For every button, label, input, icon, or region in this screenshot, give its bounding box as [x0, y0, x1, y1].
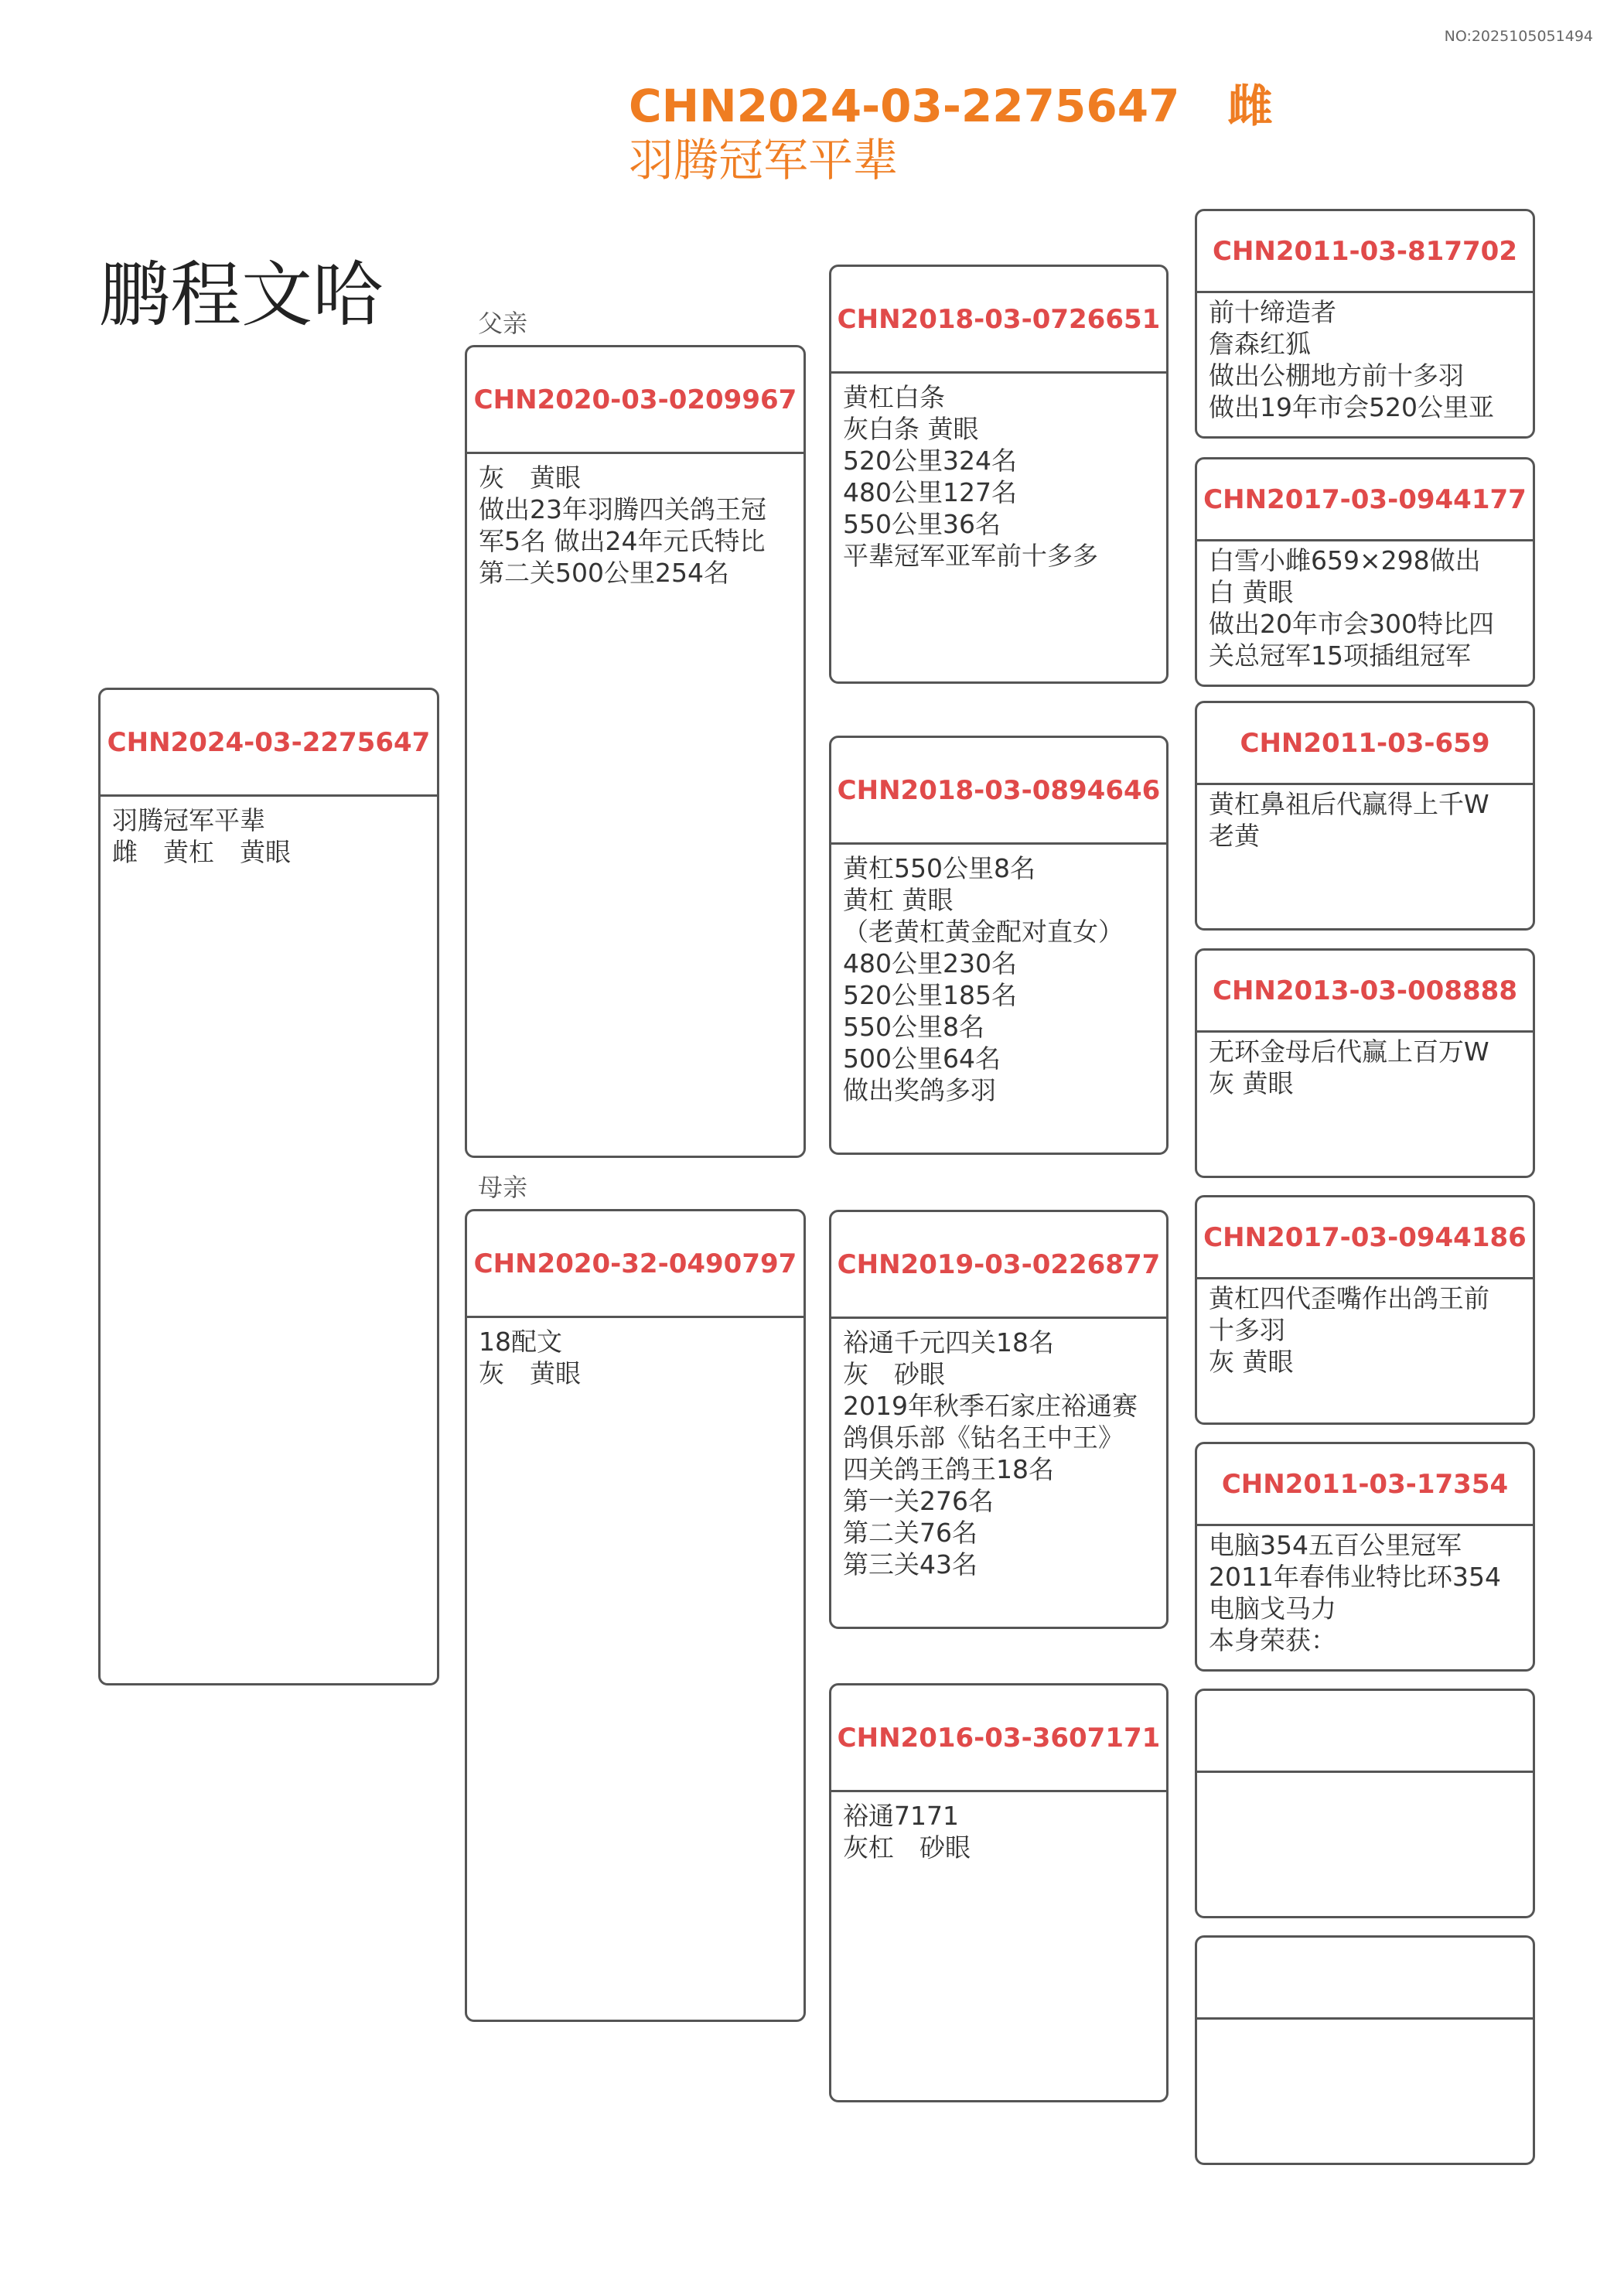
sire-details — [467, 454, 803, 596]
detail-line: 黄杠四代歪嘴作出鸽王前 — [1209, 1283, 1489, 1313]
great-grandparent-card-2 — [1195, 457, 1535, 687]
detail-line: 电脑戈马力 — [1209, 1593, 1336, 1624]
grandparent-details — [831, 845, 1166, 1114]
grandparent-ring: CHN2018-03-0894646 — [831, 738, 1166, 845]
great-grandparent-ring: CHN2013-03-008888 — [1197, 951, 1533, 1033]
detail-line: 第三关43名 — [843, 1549, 977, 1580]
detail-line: 裕通7171 — [843, 1801, 959, 1831]
detail-line: 白雪小雌659×298做出 — [1209, 545, 1481, 575]
detail-line: 第二关500公里254名 — [479, 558, 729, 588]
great-grandparent-details — [1197, 785, 1533, 859]
grandparent-ring: CHN2018-03-0726651 — [831, 267, 1166, 374]
detail-line: 做出20年市会300特比四 — [1209, 609, 1494, 639]
detail-line: 黄杠白条 — [843, 382, 945, 412]
detail-line: 550公里8名 — [843, 1012, 984, 1042]
father-label: 父亲 — [478, 309, 528, 338]
grandsire-maternal-card — [829, 1210, 1169, 1629]
detail-line: 500公里64名 — [843, 1043, 1001, 1074]
great-grandparent-details — [1197, 1279, 1533, 1385]
grandparent-ring: CHN2016-03-3607171 — [831, 1685, 1166, 1792]
title-name: 羽腾冠军平辈 — [629, 134, 899, 186]
great-grandparent-ring: CHN2011-03-17354 — [1197, 1444, 1533, 1526]
great-grandparent-details — [1197, 2020, 1533, 2035]
great-grandparent-ring: CHN2017-03-0944177 — [1197, 459, 1533, 541]
great-grandparent-details — [1197, 1033, 1533, 1107]
great-grandparent-card-8 — [1195, 1935, 1535, 2165]
subject-details — [101, 797, 437, 876]
detail-line: 四关鸽王鸽王18名 — [843, 1454, 1054, 1484]
detail-line: 灰 黄眼 — [1209, 1068, 1294, 1098]
great-grandparent-details — [1197, 293, 1533, 431]
detail-line: 2019年秋季石家庄裕通赛 — [843, 1391, 1138, 1421]
detail-line: 裕通千元四关18名 — [843, 1327, 1054, 1358]
detail-line: 雌 黄杠 黄眼 — [112, 837, 291, 867]
great-grandparent-ring: CHN2017-03-0944186 — [1197, 1197, 1533, 1279]
detail-line: 2011年春伟业特比环354 — [1209, 1562, 1501, 1592]
subject-card — [98, 688, 439, 1685]
detail-line: （老黄杠黄金配对直女） — [843, 917, 1124, 947]
dam-ring: CHN2020-32-0490797 — [467, 1211, 803, 1318]
detail-line: 灰 黄眼 — [479, 1358, 581, 1388]
great-grandparent-card-6 — [1195, 1442, 1535, 1672]
detail-line: 做出公棚地方前十多羽 — [1209, 360, 1464, 391]
detail-line: 480公里230名 — [843, 948, 1017, 978]
subject-ring: CHN2024-03-2275647 — [101, 690, 437, 797]
detail-line: 520公里324名 — [843, 446, 1017, 476]
grandparent-details — [831, 1792, 1166, 1871]
mother-label: 母亲 — [478, 1173, 528, 1202]
detail-line: 做出19年市会520公里亚 — [1209, 392, 1494, 422]
detail-line: 无环金母后代赢上百万W — [1209, 1037, 1489, 1067]
sire-ring: CHN2020-03-0209967 — [467, 347, 803, 454]
dam-details — [467, 1318, 803, 1397]
detail-line: 关总冠军15项插组冠军 — [1209, 640, 1471, 671]
detail-line: 军5名 做出24年元氏特比 — [479, 526, 766, 556]
grandparent-ring: CHN2019-03-0226877 — [831, 1212, 1166, 1319]
detail-line: 做出奖鸽多羽 — [843, 1075, 996, 1105]
detail-line: 本身荣获： — [1209, 1625, 1336, 1655]
grandsire-paternal-card — [829, 265, 1169, 684]
detail-line: 480公里127名 — [843, 477, 1017, 507]
dam-card — [465, 1209, 806, 2022]
detail-line: 550公里36名 — [843, 509, 1001, 539]
great-grandparent-card-5 — [1195, 1195, 1535, 1425]
great-grandparent-ring: CHN2011-03-659 — [1197, 703, 1533, 785]
detail-line: 第一关276名 — [843, 1486, 994, 1516]
great-grandparent-details — [1197, 1773, 1533, 1788]
detail-line: 平辈冠军亚军前十多多 — [843, 541, 1098, 571]
detail-line: 鸽俱乐部《钻名王中王》 — [843, 1422, 1124, 1453]
great-grandparent-ring — [1197, 1691, 1533, 1773]
great-grandparent-ring — [1197, 1938, 1533, 2020]
great-grandparent-card-3 — [1195, 701, 1535, 931]
title-sex: 雌 — [1227, 80, 1273, 132]
detail-line: 羽腾冠军平辈 — [112, 805, 265, 835]
great-grandparent-ring: CHN2011-03-817702 — [1197, 211, 1533, 293]
detail-line: 黄杠550公里8名 — [843, 853, 1035, 883]
granddam-maternal-card — [829, 1683, 1169, 2102]
great-grandparent-card-4 — [1195, 948, 1535, 1178]
great-grandparent-details — [1197, 541, 1533, 679]
granddam-paternal-card — [829, 736, 1169, 1155]
detail-line: 前十缔造者 — [1209, 297, 1336, 327]
great-grandparent-card-7 — [1195, 1689, 1535, 1918]
detail-line: 灰 黄眼 — [479, 463, 581, 493]
detail-line: 老黄 — [1209, 821, 1260, 851]
serial-number: NO:2025105051494 — [1444, 28, 1593, 45]
detail-line: 詹森红狐 — [1209, 329, 1311, 359]
detail-line: 白 黄眼 — [1209, 577, 1294, 607]
title-ring: CHN2024-03-2275647 — [629, 80, 1180, 132]
detail-line: 520公里185名 — [843, 980, 1017, 1010]
great-grandparent-card-1 — [1195, 209, 1535, 439]
detail-line: 黄杠 黄眼 — [843, 885, 954, 915]
great-grandparent-details — [1197, 1526, 1533, 1664]
loft-name: 鹏程文哈 — [99, 254, 384, 336]
detail-line: 十多羽 — [1209, 1315, 1285, 1345]
detail-line: 做出23年羽腾四关鸽王冠 — [479, 494, 766, 524]
detail-line: 18配文 — [479, 1327, 562, 1357]
detail-line: 灰杠 砂眼 — [843, 1832, 971, 1863]
detail-line: 电脑354五百公里冠军 — [1209, 1530, 1462, 1560]
sire-card — [465, 345, 806, 1158]
detail-line: 第二关76名 — [843, 1518, 977, 1548]
detail-line: 灰 黄眼 — [1209, 1347, 1294, 1377]
grandparent-details — [831, 374, 1166, 579]
detail-line: 黄杠鼻祖后代赢得上千W — [1209, 789, 1489, 819]
detail-line: 灰白条 黄眼 — [843, 414, 979, 444]
detail-line: 灰 砂眼 — [843, 1359, 945, 1389]
grandparent-details — [831, 1319, 1166, 1588]
